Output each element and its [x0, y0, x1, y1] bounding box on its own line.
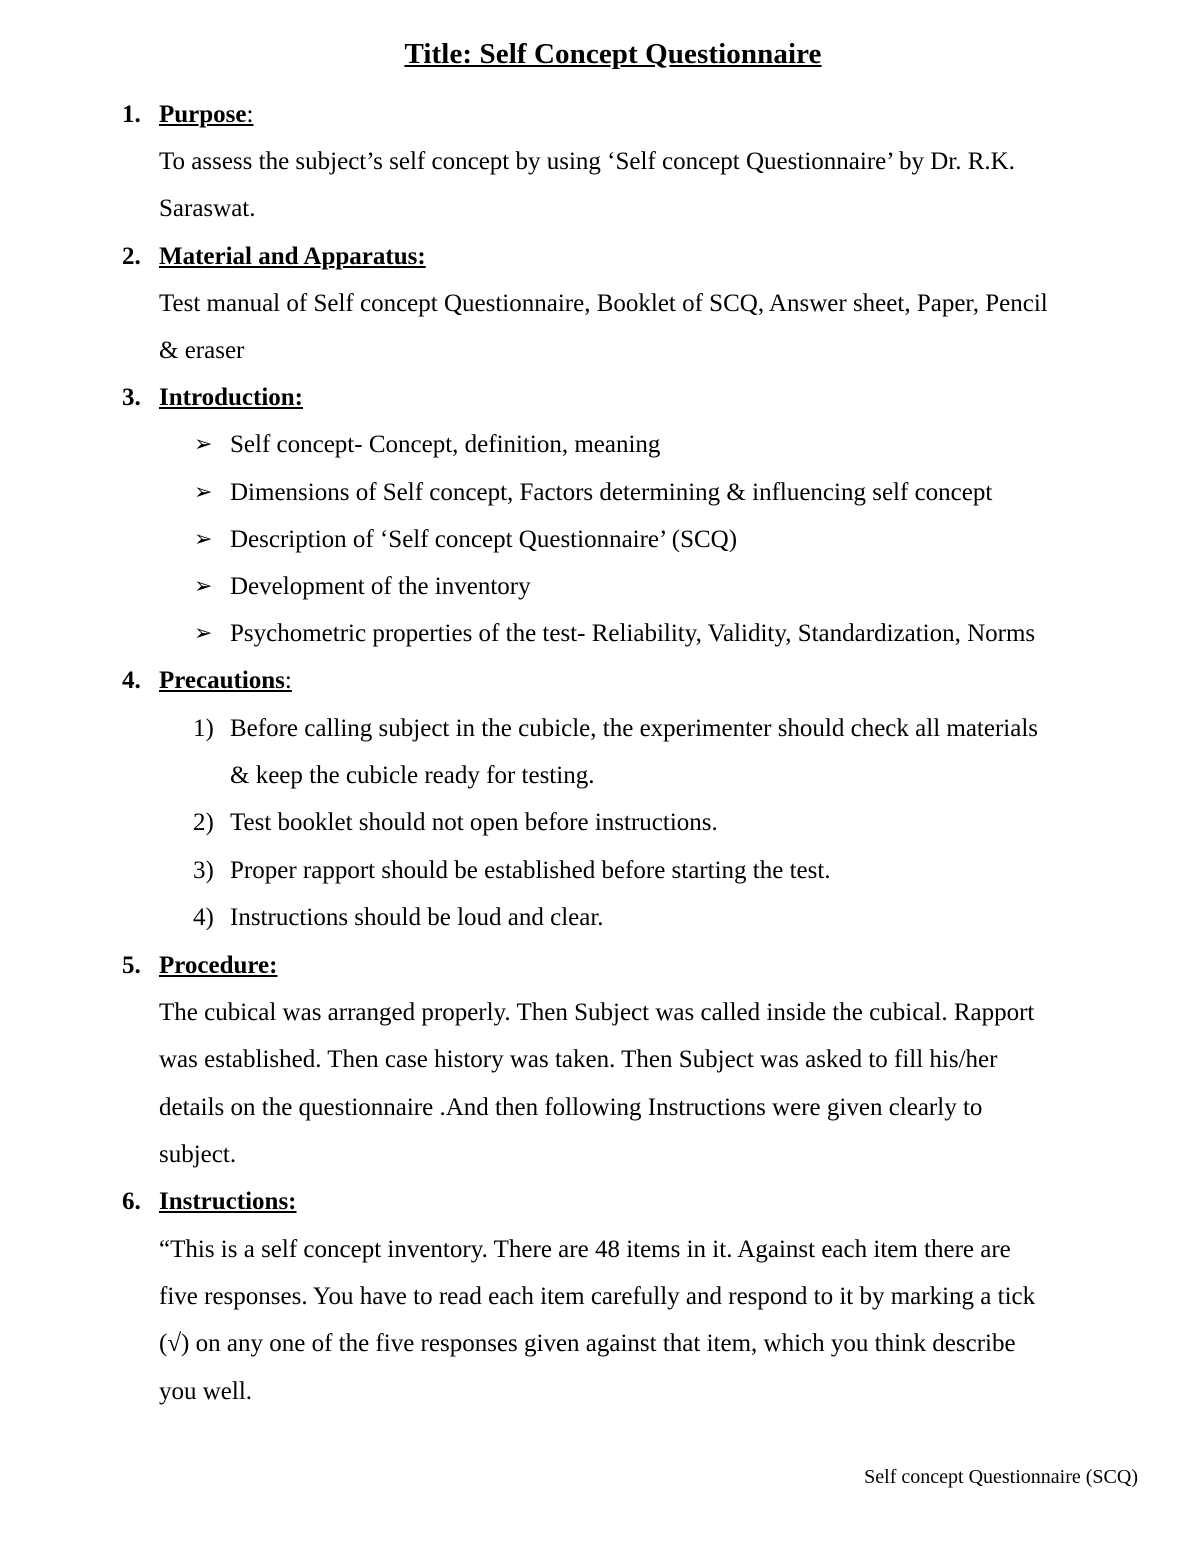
intro-bullet-2: Dimensions of Self concept, Factors determining & influencing self concept [230, 479, 993, 506]
section-4-number: 4. [122, 667, 141, 694]
precaution-1-line-1: Before calling subject in the cubicle, the experimenter should check all materials [230, 715, 1039, 742]
arrow-bullet-icon: ➢ [194, 527, 213, 552]
section-5-heading [159, 951, 277, 981]
section-3-number: 3. [122, 384, 141, 411]
intro-bullet-1: Self concept- Concept, definition, meaning [230, 431, 661, 458]
section-1-heading [159, 100, 253, 130]
section-3-heading [159, 383, 303, 413]
precaution-2-number: 2) [193, 809, 214, 836]
precaution-2-line-1: Test booklet should not open before instructions. [230, 809, 718, 836]
arrow-bullet-icon: ➢ [194, 621, 213, 646]
material-line-2: & eraser [159, 337, 245, 364]
purpose-line-1: To assess the subject’s self concept by using ‘Self concept Questionnaire’ by Dr. R.K. [159, 148, 1015, 175]
instructions-line-4: you well. [159, 1378, 253, 1405]
intro-bullet-3: Description of ‘Self concept Questionnaire’ (SCQ) [230, 526, 738, 553]
section-4-heading-text: Precautions [159, 667, 285, 694]
intro-bullet-5: Psychometric properties of the test- Reliability, Validity, Standardization, Norms [230, 620, 1036, 647]
intro-bullet-4: Development of the inventory [230, 573, 531, 600]
section-6-heading-text: Instructions: [159, 1188, 297, 1215]
section-5-heading-text: Procedure: [159, 952, 278, 979]
section-4-heading-suffix: : [284, 667, 292, 694]
section-2-number: 2. [122, 243, 141, 270]
procedure-line-3: details on the questionnaire .And then following Instructions were given clearly to [159, 1094, 983, 1121]
material-line-1: Test manual of Self concept Questionnaire, Booklet of SCQ, Answer sheet, Paper, Pencil [159, 290, 1048, 317]
precaution-3-line-1: Proper rapport should be established before starting the test. [230, 857, 831, 884]
section-4-heading [159, 666, 292, 696]
section-6-number: 6. [122, 1188, 141, 1215]
section-1-heading-suffix: : [246, 101, 254, 128]
precaution-1-line-2: & keep the cubicle ready for testing. [230, 762, 595, 789]
purpose-line-2: Saraswat. [159, 195, 256, 222]
arrow-bullet-icon: ➢ [194, 480, 213, 505]
procedure-line-2: was established. Then case history was taken. Then Subject was asked to fill his/her [159, 1046, 998, 1073]
section-6-heading [159, 1187, 297, 1217]
section-2-heading-text: Material and Apparatus: [159, 243, 426, 270]
instructions-line-1: “This is a self concept inventory. There are 48 items in it. Against each item there are [159, 1236, 1011, 1263]
arrow-bullet-icon: ➢ [194, 432, 213, 457]
precaution-4-number: 4) [193, 904, 214, 931]
precaution-4-line-1: Instructions should be loud and clear. [230, 904, 604, 931]
procedure-line-1: The cubical was arranged properly. Then Subject was called inside the cubical. Rapport [159, 999, 1035, 1026]
precaution-1-number: 1) [193, 715, 214, 742]
instructions-line-2: five responses. You have to read each item carefully and respond to it by marking a tick [159, 1283, 1036, 1310]
section-3-heading-text: Introduction: [159, 384, 304, 411]
section-2-heading [159, 242, 426, 272]
section-1-number: 1. [122, 101, 141, 128]
procedure-line-4: subject. [159, 1141, 237, 1168]
instructions-line-3: (√) on any one of the five responses given against that item, which you think describe [159, 1330, 1016, 1357]
arrow-bullet-icon: ➢ [194, 574, 213, 599]
section-1-heading-text: Purpose [159, 101, 247, 128]
page-title: Title: Self Concept Questionnaire [404, 38, 822, 70]
precaution-3-number: 3) [193, 857, 214, 884]
section-5-number: 5. [122, 952, 141, 979]
page-footer: Self concept Questionnaire (SCQ) [864, 1466, 1138, 1488]
